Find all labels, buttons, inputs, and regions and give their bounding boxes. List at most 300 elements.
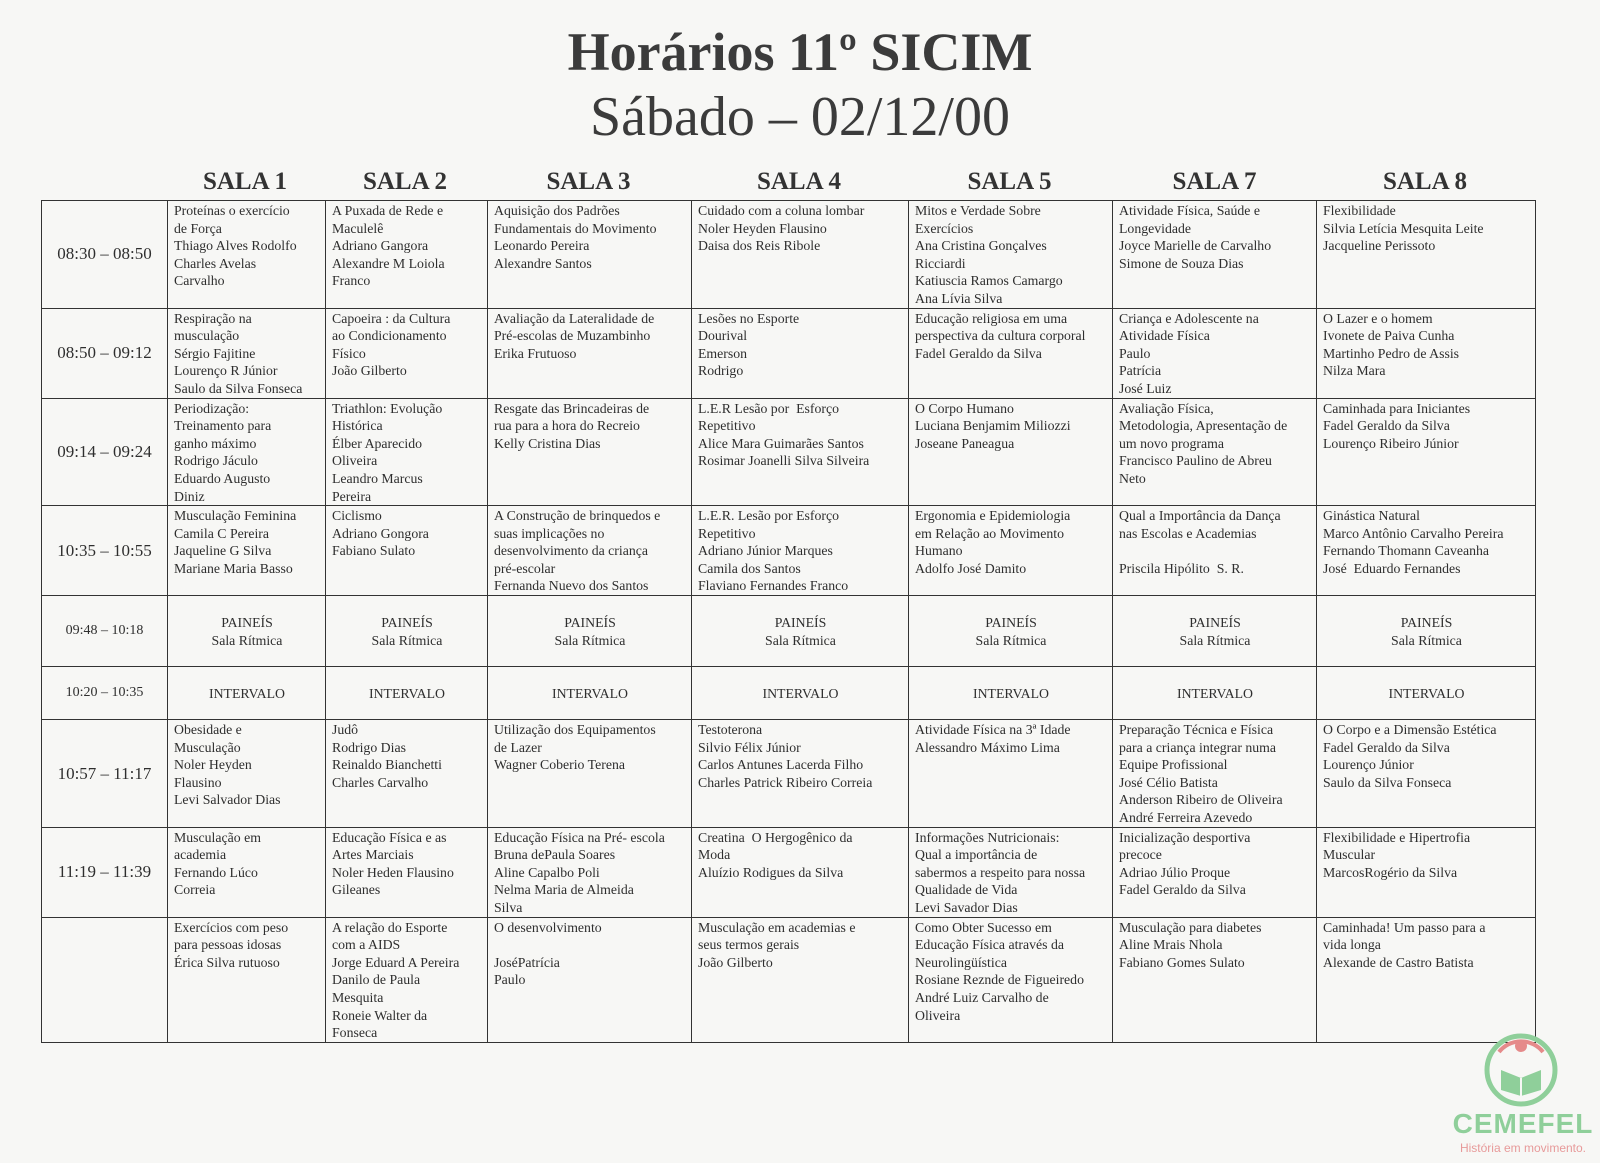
session-line: Noler Heden Flausino — [332, 864, 454, 880]
session-cell — [909, 201, 1113, 309]
session-line: Jaqueline G Silva — [174, 543, 272, 559]
session-cell — [692, 308, 909, 398]
session-line: Charles Avelas — [174, 255, 257, 271]
session-line: Katiuscia Ramos Camargo — [915, 273, 1063, 289]
session-title: Capoeira : da Cultura — [332, 310, 451, 326]
session-line: Repetitivo — [698, 418, 756, 434]
session-line: Sérgio Fajitine — [174, 345, 256, 361]
session-line: Martinho Pedro de Assis — [1323, 345, 1460, 361]
session-cell — [488, 667, 692, 720]
session-line: José Célio Batista — [1119, 774, 1218, 790]
session-line: Alexande de Castro Batista — [1323, 954, 1474, 970]
session-line: Noler Heyden — [174, 757, 252, 773]
session-title: Musculação em — [174, 829, 261, 845]
schedule-row — [42, 917, 1536, 1042]
session-cell — [909, 720, 1113, 828]
session-line: MarcosRogério da Silva — [1323, 864, 1458, 880]
session-cell — [909, 827, 1113, 917]
session-cell — [168, 596, 326, 667]
session-line: Fonseca — [332, 1025, 378, 1041]
session-line: Rodrigo Jáculo — [174, 453, 258, 469]
room-header-3: SALA 3 — [546, 168, 631, 195]
schedule-row — [42, 506, 1536, 596]
session-line: Fadel Geraldo da Silva — [1323, 739, 1450, 755]
session-line: Fundamentais do Movimento — [494, 220, 657, 236]
session-line: Sala Rítmica — [1179, 632, 1251, 648]
session-line: Alexandre M Loiola — [332, 255, 445, 271]
session-cell — [168, 917, 326, 1042]
session-title: INTERVALO — [551, 685, 629, 701]
session-cell — [1317, 398, 1536, 506]
session-line: Muscular — [1323, 847, 1376, 863]
room-header-8: SALA 8 — [1382, 168, 1468, 195]
session-line: Ana Lívia Silva — [915, 290, 1003, 306]
session-line: Dourival — [698, 328, 748, 344]
session-line: Jacqueline Perissoto — [1323, 238, 1436, 254]
session-cell — [909, 506, 1113, 596]
room-header-7: SALA 7 — [1172, 168, 1257, 195]
session-line — [494, 936, 686, 954]
session-line: Simone de Souza Dias — [1119, 255, 1244, 271]
session-title: Proteínas o exercício — [174, 203, 290, 218]
session-line: João Gilberto — [332, 363, 407, 379]
session-line: Wagner Coberio Terena — [494, 757, 625, 773]
session-line: Adriano Júnior Marques — [698, 543, 833, 559]
session-line: Lourenço Ribeiro Júnior — [1323, 435, 1459, 451]
session-cell — [1317, 667, 1536, 720]
session-line: Equipe Profissional — [1119, 757, 1228, 773]
session-line: Adriano Gangora — [332, 238, 429, 254]
session-line: Rosimar Joanelli Silva Silveira — [698, 453, 870, 469]
session-cell — [1317, 308, 1536, 398]
session-title: Cuidado com a coluna lombar — [698, 203, 865, 218]
schedule-row — [42, 827, 1536, 917]
session-line: Kelly Cristina Dias — [494, 435, 601, 451]
time-slot: 10:57 – 11:17 — [42, 720, 168, 828]
session-line: Noler Heyden Flausino — [698, 220, 827, 236]
session-title: Ergonomia e Epidemiologia — [915, 508, 1071, 524]
session-line: José Eduardo Fernandes — [1323, 560, 1461, 576]
session-cell — [1113, 917, 1317, 1042]
session-cell — [488, 398, 692, 506]
session-line: Lourenço Júnior — [1323, 757, 1414, 773]
session-line: Alice Mara Guimarães Santos — [698, 435, 864, 451]
time-slot: 09:48 – 10:18 — [42, 596, 168, 667]
session-line: Nilza Mara — [1323, 363, 1386, 379]
session-line: Danilo de Paula — [332, 972, 421, 988]
session-cell — [1113, 596, 1317, 667]
session-cell — [326, 827, 488, 917]
session-title: Flexibilidade e Hipertrofia — [1323, 829, 1471, 845]
room-header-4: SALA 4 — [756, 168, 842, 195]
session-title: Informações Nutricionais: — [915, 829, 1060, 845]
session-line: Anderson Ribeiro de Oliveira — [1119, 792, 1283, 808]
session-line: João Gilberto — [698, 954, 773, 970]
session-title: Lesões no Esporte — [698, 310, 800, 326]
session-line: Pereira — [332, 488, 372, 504]
session-line: Élber Aparecido — [332, 435, 423, 451]
session-cell — [909, 308, 1113, 398]
session-title: O Lazer e o homem — [1323, 310, 1433, 326]
session-line: Marco Antônio Carvalho Pereira — [1323, 525, 1504, 541]
session-title: INTERVALO — [208, 685, 286, 701]
session-line: para a criança integrar numa — [1119, 739, 1277, 755]
session-line: Sala Rítmica — [554, 632, 626, 648]
session-title: L.E.R Lesão por Esforço — [698, 400, 839, 416]
session-line: suas implicações no — [494, 525, 605, 541]
session-line: Metodologia, Apresentação de — [1119, 418, 1288, 434]
session-line: Charles Carvalho — [332, 774, 429, 790]
session-line: Fadel Geraldo da Silva — [1323, 418, 1450, 434]
session-line: Oliveira — [915, 1007, 961, 1023]
session-cell — [692, 917, 909, 1042]
session-line: em Relação ao Movimento — [915, 525, 1065, 541]
session-line: nas Escolas e Academias — [1119, 525, 1257, 541]
session-title: PAINEÍS — [564, 614, 616, 630]
session-line: seus termos gerais — [698, 937, 800, 953]
session-cell — [1317, 827, 1536, 917]
session-line: Nelma Maria de Almeida — [494, 882, 634, 898]
session-cell — [326, 201, 488, 309]
schedule-row — [42, 308, 1536, 398]
session-line: Silvio Félix Júnior — [698, 739, 801, 755]
session-title: Judô — [332, 722, 359, 738]
session-title: Testoterona — [698, 722, 763, 738]
session-line: vida longa — [1323, 937, 1381, 953]
session-line: Fernanda Nuevo dos Santos — [494, 578, 649, 594]
session-line: para pessoas idosas — [174, 937, 282, 953]
session-line: com a AIDS — [332, 937, 401, 953]
session-cell — [692, 720, 909, 828]
session-line: Rodrigo Dias — [332, 739, 406, 755]
session-title: A relação do Esporte — [332, 919, 448, 935]
session-cell — [326, 596, 488, 667]
session-line: Moda — [698, 847, 731, 863]
session-line: Sala Rítmica — [211, 632, 283, 648]
session-title: Preparação Técnica e Física — [1119, 722, 1274, 738]
session-title: Ginástica Natural — [1323, 508, 1420, 524]
session-line: ao Condicionamento — [332, 328, 447, 344]
session-line: um novo programa — [1119, 435, 1224, 451]
session-line: JoséPatrícia — [494, 954, 560, 970]
room-header-2: SALA 2 — [362, 168, 448, 195]
session-line: de Força — [174, 220, 222, 236]
time-slot — [42, 917, 168, 1042]
session-title: INTERVALO — [368, 685, 446, 701]
session-cell — [488, 596, 692, 667]
session-cell — [909, 596, 1113, 667]
session-title: Respiração na — [174, 310, 252, 326]
session-cell — [168, 827, 326, 917]
session-title: PAINEÍS — [985, 614, 1037, 630]
session-cell — [326, 667, 488, 720]
session-line: Érica Silva rutuoso — [174, 954, 280, 970]
session-line: Fadel Geraldo da Silva — [915, 345, 1042, 361]
session-title: PAINEÍS — [774, 614, 827, 630]
session-line: Fernando Lúco — [174, 864, 258, 880]
session-cell — [1317, 917, 1536, 1042]
session-line: Fernando Thomann Caveanha — [1323, 543, 1490, 559]
session-line: Aluízio Rodigues da Silva — [698, 864, 844, 880]
time-slot: 11:19 – 11:39 — [42, 827, 168, 917]
session-title: O Corpo e a Dimensão Estética — [1323, 722, 1497, 738]
session-line: Maculelê — [332, 220, 384, 236]
session-line: Joseane Paneagua — [915, 435, 1015, 451]
session-title: Mitos e Verdade Sobre — [915, 203, 1041, 218]
session-cell — [326, 398, 488, 506]
schedule-row — [42, 596, 1536, 667]
session-cell — [692, 506, 909, 596]
session-title: Flexibilidade — [1323, 203, 1396, 218]
session-line: Alessandro Máximo Lima — [915, 739, 1060, 755]
session-line: Sala Rítmica — [371, 632, 443, 648]
room-header-1: SALA 1 — [202, 168, 288, 195]
session-line: Ivonete de Paiva Cunha — [1323, 328, 1455, 344]
session-line: Reinaldo Bianchetti — [332, 757, 442, 773]
session-title: Obesidade e — [174, 722, 242, 738]
session-line: Sala Rítmica — [765, 632, 836, 648]
session-line: Neurolingüística — [915, 954, 1007, 970]
session-line: musculação — [174, 328, 240, 344]
page-subtitle: Sábado – 02/12/00 — [590, 86, 1010, 148]
session-line: Mesquita — [332, 989, 384, 1005]
logo-wordmark: CEMEFEL — [1452, 1108, 1594, 1139]
session-line: Paulo — [494, 972, 526, 988]
schedule-row — [42, 667, 1536, 720]
time-slot: 10:35 – 10:55 — [42, 506, 168, 596]
session-cell — [168, 398, 326, 506]
session-line: Adolfo José Damito — [915, 560, 1027, 576]
session-line: Qualidade de Vida — [915, 882, 1018, 898]
session-line: Luciana Benjamim Miliozzi — [915, 418, 1071, 434]
session-cell — [1113, 720, 1317, 828]
session-line: Camila C Pereira — [174, 525, 270, 541]
session-line: desenvolvimento da criança — [494, 543, 649, 559]
session-line: Levi Salvador Dias — [174, 792, 281, 808]
session-cell — [909, 667, 1113, 720]
session-cell — [692, 201, 909, 309]
session-line: Carvalho — [174, 273, 225, 289]
session-title: Triathlon: Evolução — [332, 400, 443, 416]
session-line: Silva — [494, 900, 523, 915]
session-title: Periodização: — [174, 400, 250, 416]
session-title: L.E.R. Lesão por Esforço — [698, 508, 839, 524]
session-line: Priscila Hipólito S. R. — [1119, 560, 1244, 576]
session-line: Rosiane Reznde de Figueiredo — [915, 972, 1084, 988]
session-title: Musculação para diabetes — [1119, 919, 1262, 935]
session-title: Inicialização desportiva — [1119, 829, 1251, 845]
session-title: Qual a Importância da Dança — [1119, 508, 1281, 524]
session-line: Correia — [174, 882, 216, 898]
session-line: precoce — [1119, 847, 1162, 863]
session-cell — [909, 917, 1113, 1042]
session-cell — [1113, 398, 1317, 506]
session-cell — [488, 506, 692, 596]
session-cell — [692, 667, 909, 720]
session-title: Avaliação da Lateralidade de — [494, 310, 655, 326]
session-line: Aline Mrais Nhola — [1119, 937, 1223, 953]
session-title: Educação Física na Pré- escola — [494, 829, 665, 845]
session-cell — [326, 720, 488, 828]
session-cell — [1113, 201, 1317, 309]
session-line: Saulo da Silva Fonseca — [1323, 774, 1452, 790]
session-line: André Ferreira Azevedo — [1119, 810, 1253, 826]
session-title: Creatina O Hergogênico da — [698, 829, 853, 845]
session-title: Utilização dos Equipamentos — [494, 722, 656, 738]
session-title: PAINEÍS — [221, 614, 273, 630]
session-line: Neto — [1119, 470, 1146, 486]
session-line: Histórica — [332, 418, 383, 434]
page-title: Horários 11º SICIM — [567, 22, 1033, 82]
session-cell — [326, 506, 488, 596]
session-line: Longevidade — [1119, 220, 1192, 236]
session-cell — [168, 506, 326, 596]
session-title: INTERVALO — [1176, 685, 1254, 701]
session-line: Adriano Gongora — [332, 525, 429, 541]
schedule-row — [42, 398, 1536, 506]
session-line: Fabiano Sulato — [332, 543, 416, 559]
session-cell — [1113, 667, 1317, 720]
session-title: INTERVALO — [1388, 685, 1465, 701]
session-line: Silvia Letícia Mesquita Leite — [1323, 220, 1484, 236]
session-title: Educação Física e as — [332, 829, 447, 845]
session-title: Atividade Física na 3ª Idade — [915, 722, 1071, 738]
session-line: Flaviano Fernandes Franco — [698, 578, 849, 594]
time-slot: 08:50 – 09:12 — [42, 308, 168, 398]
session-title: Ciclismo — [332, 508, 382, 524]
session-line: Sala Rítmica — [975, 632, 1047, 648]
session-title: PAINEÍS — [1189, 614, 1241, 630]
session-line: Eduardo Augusto — [174, 470, 271, 486]
session-line: Diniz — [174, 488, 205, 504]
session-title: Musculação em academias e — [698, 919, 856, 935]
session-cell — [168, 720, 326, 828]
session-line: Saulo da Silva Fonseca — [174, 380, 303, 396]
session-line: Patrícia — [1119, 363, 1162, 379]
session-line: Treinamento para — [174, 418, 272, 434]
session-line: Franco — [332, 273, 371, 289]
time-slot: 09:14 – 09:24 — [42, 398, 168, 506]
session-cell — [692, 596, 909, 667]
session-line: Musculação — [174, 739, 241, 755]
room-header-5: SALA 5 — [967, 168, 1052, 195]
session-line: Ricciardi — [915, 255, 966, 271]
session-line: Oliveira — [332, 453, 378, 469]
session-line: sabermos a respeito para nossa — [915, 864, 1086, 880]
schedule-row — [42, 720, 1536, 828]
session-line: Bruna dePaula Soares — [494, 847, 616, 863]
session-title: A Construção de brinquedos e — [494, 508, 661, 524]
session-line: Joyce Marielle de Carvalho — [1119, 238, 1272, 254]
session-line: Fadel Geraldo da Silva — [1119, 882, 1246, 898]
session-title: Caminhada! Um passo para a — [1323, 919, 1486, 935]
session-line: de Lazer — [494, 739, 542, 755]
session-line: Ana Cristina Gonçalves — [915, 238, 1047, 254]
session-line: Erika Frutuoso — [494, 345, 577, 361]
session-line: Repetitivo — [698, 525, 756, 541]
session-title: Exercícios com peso — [174, 919, 289, 935]
session-line: Alexandre Santos — [494, 255, 592, 271]
session-line: Aline Capalbo Poli — [494, 864, 600, 880]
session-title: INTERVALO — [972, 685, 1050, 701]
session-title: Avaliação Física, — [1119, 400, 1214, 416]
session-title: A Puxada de Rede e — [332, 203, 444, 218]
session-cell — [1317, 720, 1536, 828]
session-cell — [1317, 506, 1536, 596]
session-line: Carlos Antunes Lacerda Filho — [698, 757, 864, 773]
session-line: Atividade Física — [1119, 328, 1210, 344]
session-line: Leandro Marcus — [332, 470, 423, 486]
session-line: Daisa dos Reis Ribole — [698, 238, 821, 254]
session-line: Qual a importância de — [915, 847, 1038, 863]
session-cell — [168, 201, 326, 309]
session-line: Camila dos Santos — [698, 560, 801, 576]
session-cell — [692, 398, 909, 506]
session-cell — [909, 398, 1113, 506]
session-title: Educação religiosa em uma — [915, 310, 1068, 326]
session-cell — [326, 308, 488, 398]
session-cell — [488, 720, 692, 828]
session-title: O Corpo Humano — [915, 400, 1014, 416]
session-line: Jorge Eduard A Pereira — [332, 954, 460, 970]
session-line: Pré-escolas de Muzambinho — [494, 328, 651, 344]
session-cell — [1113, 308, 1317, 398]
session-cell — [1317, 596, 1536, 667]
session-cell — [1317, 201, 1536, 309]
session-line: Artes Marciais — [332, 847, 414, 863]
session-line: Charles Patrick Ribeiro Correia — [698, 774, 873, 790]
session-line: Thiago Alves Rodolfo — [174, 238, 297, 254]
session-line: perspectiva da cultura corporal — [915, 328, 1086, 344]
session-line: academia — [174, 847, 227, 863]
session-cell — [488, 308, 692, 398]
session-cell — [168, 308, 326, 398]
session-line: Flausino — [174, 774, 222, 790]
session-line: Fabiano Gomes Sulato — [1119, 954, 1245, 970]
session-line: ganho máximo — [174, 435, 257, 451]
session-title: PAINEÍS — [1400, 614, 1453, 630]
session-line: Mariane Maria Basso — [174, 560, 293, 576]
session-cell — [692, 827, 909, 917]
schedule-row — [42, 201, 1536, 309]
session-cell — [488, 827, 692, 917]
session-line: Gileanes — [332, 882, 381, 898]
session-title: Aquisição dos Padrões — [494, 203, 620, 218]
session-line: Francisco Paulino de Abreu — [1119, 453, 1272, 469]
session-title: Caminhada para Iniciantes — [1323, 400, 1471, 416]
session-title: Musculação Feminina — [174, 508, 297, 524]
session-cell — [488, 201, 692, 309]
session-line: José Luiz — [1119, 380, 1172, 396]
session-title: Atividade Física, Saúde e — [1119, 203, 1261, 218]
session-cell — [326, 917, 488, 1042]
session-line — [1119, 542, 1311, 560]
session-line: rua para a hora do Recreio — [494, 418, 640, 434]
session-title: Criança e Adolescente na — [1119, 310, 1259, 326]
session-line: Humano — [915, 543, 963, 559]
session-line: pré-escolar — [494, 560, 556, 576]
session-line: Emerson — [698, 345, 748, 361]
session-line: Físico — [332, 345, 366, 361]
time-slot: 10:20 – 10:35 — [42, 667, 168, 720]
session-line: Adriao Júlio Proque — [1119, 864, 1231, 880]
session-cell — [1113, 827, 1317, 917]
session-title: O desenvolvimento — [494, 919, 602, 935]
session-cell — [1113, 506, 1317, 596]
session-line: Roneie Walter da — [332, 1007, 428, 1023]
session-line: Educação Física através da — [915, 937, 1065, 953]
session-line: Lourenço R Júnior — [174, 363, 278, 379]
